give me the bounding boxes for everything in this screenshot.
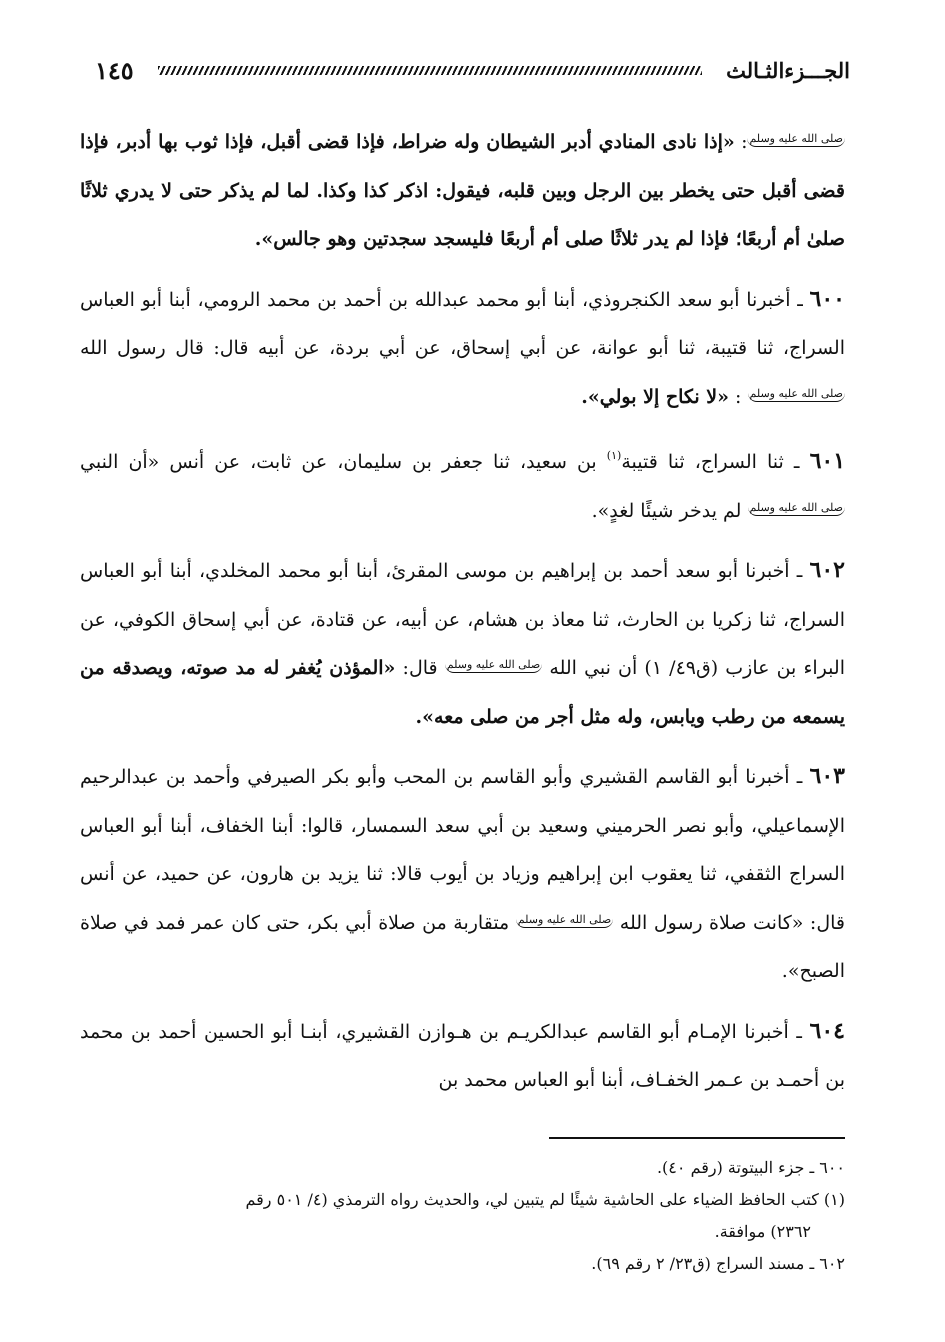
hadith-number: ٦٠٣ [809, 763, 845, 789]
hadith-602 [80, 546, 845, 741]
page-number: ١٤٥ [95, 55, 134, 85]
salawat-glyph: صلى الله عليه وسلم [749, 386, 843, 400]
hadith-chain: ـ ثنا السراج، ثنا قتيبة [621, 451, 810, 473]
hadith-quote: «لا نكاح إلا بولي». [581, 385, 730, 408]
hadith-chain: ـ أخبرنا أبو سعد أحمد بن إبراهيم بن موسى المقرئ، أبنا أبو محمد المخلدي، أبنا أبو العباس السراج، ثنا زكريا بن الحارث، ثنا معاذ بن هشام، عن أبيه، عن قتادة، عن أبي إسحاق الكوفي، عن البراء بن عازب (ق٤٩/ ١) أن نبي الله [80, 560, 845, 679]
hadith-quote: «المؤذن يُغفر له مد صوته، ويصدقه من يسمعه من رطب ويابس، وله مثل أجر من صلى معه». [80, 657, 845, 728]
hadith-number: ٦٠١ [809, 448, 846, 474]
hadith-604 [80, 1007, 845, 1105]
paragraph-lead: : [729, 385, 748, 408]
footnotes [80, 1152, 845, 1280]
salawat-glyph: صلى الله عليه وسلم [749, 132, 843, 145]
footnote-separator [549, 1137, 845, 1139]
footnote-1-continuation: ٢٣٦٢) موافقة. [714, 1222, 811, 1241]
hadith-number: ٦٠٢ [809, 557, 845, 583]
header-decorative-rule [158, 66, 702, 75]
footnote-1: (١) كتب الحافظ الضياء على الحاشية شيئًا لم يتبين لي، والحديث رواه الترمذي (٤/ ٥٠١ رقم [245, 1190, 845, 1209]
hadith-number: ٦٠٠ [809, 285, 845, 312]
footnote-600: ٦٠٠ ـ جزء البيتوتة (رقم ٤٠). [656, 1158, 845, 1177]
paragraph-lead: : [734, 131, 748, 153]
hadith-text: لم يدخر شيئًا لغدٍ». [591, 499, 748, 522]
hadith-603 [80, 752, 845, 996]
salawat-glyph: صلى الله عليه وسلم [517, 912, 612, 926]
hadith-601 [80, 432, 845, 535]
salawat-glyph: صلى الله عليه وسلم [749, 500, 843, 514]
part-title: الجـــزءالثـالث [726, 57, 850, 83]
page-header [95, 48, 850, 92]
hadith-chain: ـ أخبرنا الإمـام أبو القاسم عبدالكريـم بن هـوازن القشيري، أبنـا أبو الحسين أحمد بن محمد بن أحمـد بن عـمر الخفـاف، أبنا أبو العباس محمد بن [80, 1020, 845, 1091]
hadith-chain: ـ أخبرنا أبو القاسم القشيري وأبو القاسم بن المحب وأبو بكر الصيرفي وأحمد بن عبدالرحيم الإسماعيلي، وأبو نصر الحرميني وسعيد بن أبي سعد السمسار، قالوا: أبنا الخفاف، أبنا أبو العباس السراج الثقفي، ثنا يعقوب ابن إبراهيم وزياد بن أيوب قالا: ثنا يزيد بن هارون، عن حميد، عن أنس قال: «كانت صلاة رسول الله [80, 766, 845, 934]
hadith-text: متقاربة من صلاة أبي بكر، حتى كان عمر فمد في صلاة الصبح». [80, 911, 845, 982]
footnote-602: ٦٠٢ ـ مسند السراج (ق٢٣/ ٢ رقم ٦٩). [591, 1254, 845, 1273]
paragraph-lead: قال: [395, 657, 445, 679]
paragraph-continuation [80, 118, 845, 264]
hadith-quote: «إذا نادى المنادي أدبر الشيطان وله ضراط، فإذا قضى أقبل، فإذا ثوب بها أدبر، فإذا قضى أقبل حتى يخطر بين الرجل وبين قلبه، فيقول: اذكر كذا وكذا. لما لم يذكر حتى لا يدري ثلاثًا صلىٰ أم أربعًا؛ فإذا لم يدر ثلاثًا صلى أم أربعًا فليسجد سجدتين وهو جالس». [80, 131, 845, 250]
main-text [80, 118, 845, 1116]
hadith-chain-cont: بن سعيد، ثنا جعفر بن سليمان، عن ثابت، عن أنس «أن النبي [80, 451, 607, 473]
salawat-glyph: صلى الله عليه وسلم [446, 658, 541, 671]
hadith-600 [80, 275, 845, 422]
hadith-chain: ـ أخبرنا أبو سعد الكنجروذي، أبنا أبو محمد عبدالله بن أحمد بن محمد الرومي، أبنا أبو العباس السراج، ثنا قتيبة، ثنا أبو عوانة، عن أبي إسحاق، عن أبي بردة، عن أبيه قال: قال رسول الله [80, 288, 845, 359]
footnote-reference: (١) [606, 449, 622, 462]
hadith-number: ٦٠٤ [809, 1017, 845, 1044]
